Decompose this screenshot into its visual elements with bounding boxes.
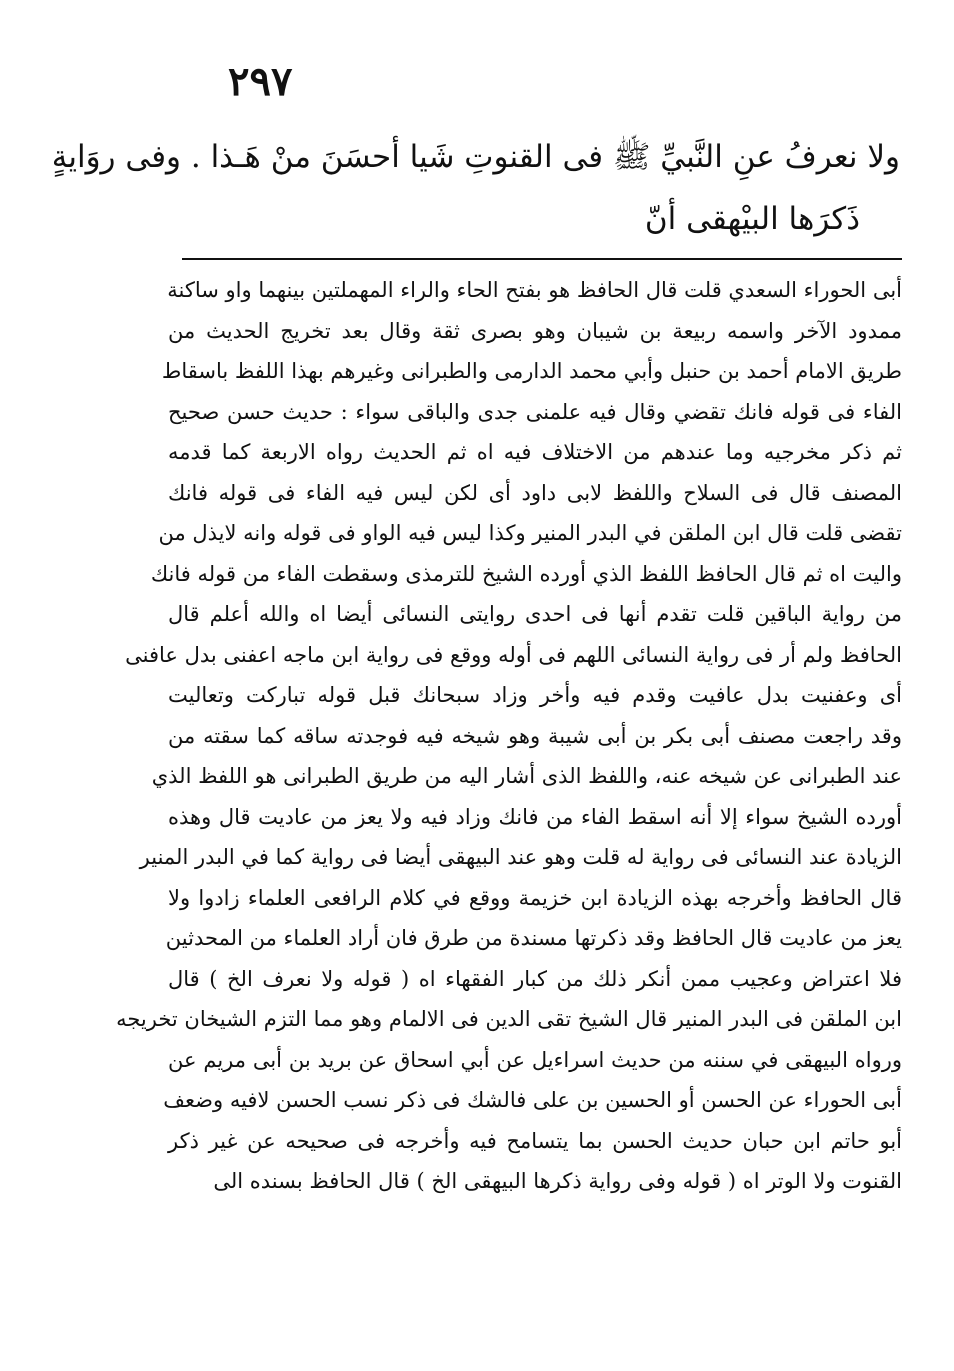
footnote-commentary (116, 270, 902, 1202)
footnote-line: أبى الحوراء السعدي قلت قال الحافظ هو بفتح الحاء والراء المهملتين بينهما واو ساكنة (167, 278, 902, 302)
footnote-divider (182, 258, 902, 260)
footnote-line: ثم ذكر مخرجيه وما عندهم من الاختلاف فيه اه ثم الحديث رواه الاربعة كما قدمه (168, 440, 902, 464)
footnote-line: ابن الملقن فى البدر المنير قال الشيخ تقى الدين فى الالمام وهو مما التزم الشيخان تخريجه (116, 1007, 902, 1031)
footnote-line: أورده الشيخ سواء إلا أنه اسقط الفاء من فانك وزاد فيه ولا يعز من عاديت قال وهذه (168, 804, 902, 829)
footnote-line: واليت اه ثم قال الحافظ اللفظ الذي أورده الشيخ للترمذى وسقطت الفاء من قوله فانك (150, 561, 902, 586)
footnote-line: المصنف قال فى السلاح واللفظ لابى داود أى لكن ليس فيه الفاء فى قوله فانك (168, 480, 902, 505)
footnote-line: الزيادة عند النسائى فى رواية له قلت وهو عند البيهقى أيضا فى رواية كما في البدر المنير (139, 845, 902, 869)
footnote-line: أى وعفنيت بدل عافيت وقدم فيه وأخر وزاد سبحانك قبل قوله تباركت وتعاليت (168, 683, 902, 707)
footnote-line: يعز من عاديت قال الحافظ وقد ذكرتها مسندة من طرق فان أراد العلماء من المحدثين (165, 926, 902, 950)
main-text-line: ذَكرَها البيْهقى أنّ (644, 201, 860, 237)
footnote-line: من رواية الباقين قلت تقدم أنها فى احدى روايتى النسائى أيضا اه والله أعلم قال (168, 602, 902, 626)
footnote-line: الفاء فى قوله فانك تقضي وقال فيه علمنى جدى والباقى سواء : حديث حسن صحيح (168, 399, 902, 424)
footnote-line: ورواه البيهقى في سننه من حديث اسراءيل عن أبي اسحاق عن بريد بن أبى مريم عن (168, 1047, 902, 1072)
main-text-line: ولا نعرفُ عنِ النَّبيِّ ﷺ فى القنوتِ شَيا أحسَنَ منْ هَـذا . وفى روَايةٍ (51, 139, 900, 175)
footnote-line: فلا اعتراض وعجيب ممن أنكر ذلك من كبار الفقهاء اه ( قوله ولا نعرف الخ ) قال (168, 966, 902, 991)
main-text (51, 126, 900, 250)
footnote-line: القنوت ولا الوتر اه ( قوله وفى رواية ذكرها البيهقى الخ ) قال الحافظ بسنده الى (213, 1169, 902, 1193)
footnote-line: أبو حاتم ابن حبان حديث الحسن بما يتسامح فيه وأخرجه فى صحيحه عن غير ذكر (168, 1128, 902, 1153)
footnote-line: قال الحافظ وأخرجه بهذه الزيادة ابن خزيمة ووقع في كلام الرافعى العلماء زادوا ولا (168, 885, 902, 910)
footnote-line: طريق الامام أحمد بن حنبل وأبي محمد الدارمى والطبرانى وغيرهم بهذا اللفظ باسقاط (161, 359, 902, 383)
page-number: ٢٩٧ (228, 58, 293, 105)
footnote-line: ممدود الآخر واسمه ربيعة بن شيبان وهو بصرى ثقة وقال بعد تخريج الحديث من (168, 318, 902, 343)
footnote-line: تقضى قلت قال ابن الملقن في البدر المنير وكذا ليس فيه الواو فى قوله وانه لايذل من (158, 521, 902, 545)
footnote-line: وقد راجعت مصنف أبى بكر بن أبى شيبة وهو شيخه فيه فوجدته ساقه كما سقته من (168, 723, 902, 748)
footnote-line: عند الطبرانى عن شيخه عنه، واللفظ الذى أشار اليه من طريق الطبرانى هو اللفظ الذي (151, 764, 902, 788)
footnote-line: أبى الحوراء عن الحسن أو الحسين بن على فالشك فى ذكر نسب الحسن لافيه وضعف (163, 1088, 902, 1112)
footnote-line: الحافظ ولم أر فى رواية النسائى اللهم فى أوله ووقع فى رواية ابن ماجه اعفنى بدل عافنى (125, 642, 902, 667)
